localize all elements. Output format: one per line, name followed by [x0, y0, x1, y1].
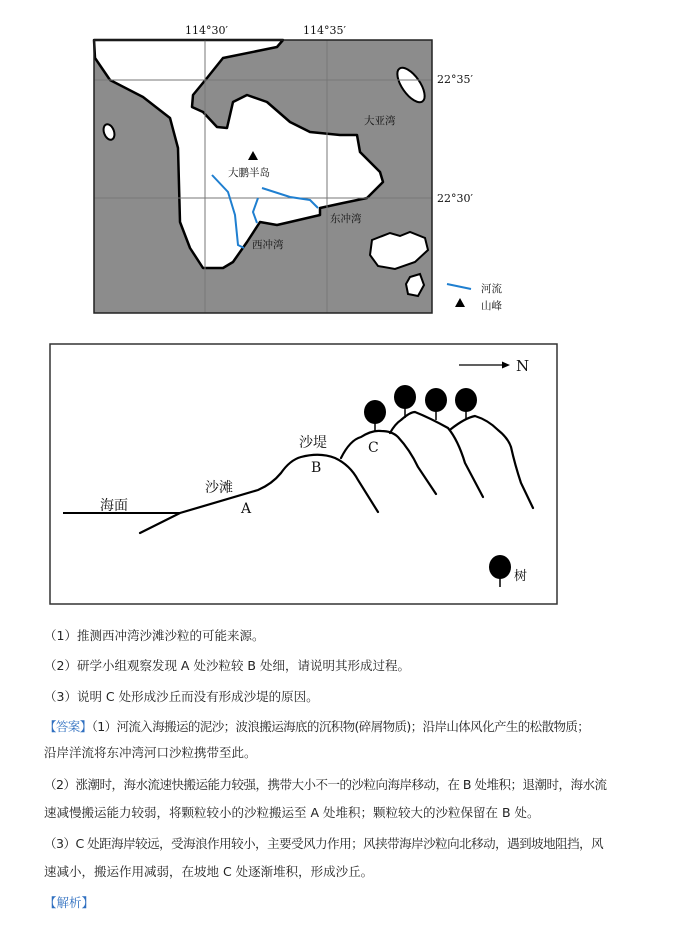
answer-line-5: （3）C 处距海岸较远，受海浪作用较小，主要受风力作用；风挟带海岸沙粒向北移动，遇到坡地阻挡，风 [44, 836, 604, 851]
river-legend-icon [447, 284, 471, 289]
answer-line-2: 沿岸洋流将东冲湾河口沙粒携带至此。 [44, 745, 257, 760]
legend-peak-label: 山峰 [481, 300, 502, 312]
label-beach: 沙滩 [205, 480, 233, 496]
label-sandbar: 沙堤 [299, 435, 327, 451]
label-sea-surface: 海面 [100, 498, 128, 514]
answer-line-6: 速减小，搬运作用减弱，在坡地 C 处逐渐堆积，形成沙丘。 [44, 864, 374, 879]
answer-line-1 [44, 719, 589, 735]
answer-line-4: 速减慢搬运能力较弱，将颗粒较小的沙粒搬运至 A 处堆积；颗粒较大的沙粒保留在 B 处。 [44, 805, 540, 820]
lon-label: 114°35′ [303, 24, 346, 37]
lat-label: 22°35′ [437, 73, 473, 86]
legend-river-label: 河流 [481, 283, 502, 295]
peak-legend-icon [455, 298, 465, 307]
answer-tag: 【答案】 [44, 719, 92, 734]
lon-label: 114°30′ [185, 24, 228, 37]
question-2: （2）研学小组观察发现 A 处沙粒较 B 处细，请说明其形成过程。 [44, 658, 410, 673]
label-point-c: C [368, 440, 379, 456]
label-point-b: B [311, 460, 322, 476]
profile-diagram [50, 344, 557, 604]
label-north: N [516, 357, 530, 375]
analysis-tag: 【解析】 [44, 895, 95, 910]
label-point-a: A [241, 501, 252, 517]
label-tree: 树 [514, 569, 528, 584]
label-peninsula: 大鹏半岛 [228, 167, 270, 179]
answer-line-3: （2）涨潮时，海水流速快搬运能力较强，携带大小不一的沙粒向海岸移动，在 B 处堆积；退潮时，海水流 [44, 777, 607, 792]
label-dongchong-bay: 东冲湾 [330, 213, 362, 225]
lat-label: 22°30′ [437, 192, 473, 205]
question-1: （1）推测西冲湾沙滩沙粒的可能来源。 [44, 628, 265, 643]
map [94, 40, 471, 313]
label-xichong-bay: 西冲湾 [252, 239, 284, 251]
label-daya-bay: 大亚湾 [364, 115, 396, 127]
question-3: （3）说明 C 处形成沙丘而没有形成沙堤的原因。 [44, 689, 319, 704]
answer-text: （1）河流入海搬运的泥沙；波浪搬运海底的沉积物(碎屑物质)；沿岸山体风化产生的松散物质； [91, 719, 590, 734]
